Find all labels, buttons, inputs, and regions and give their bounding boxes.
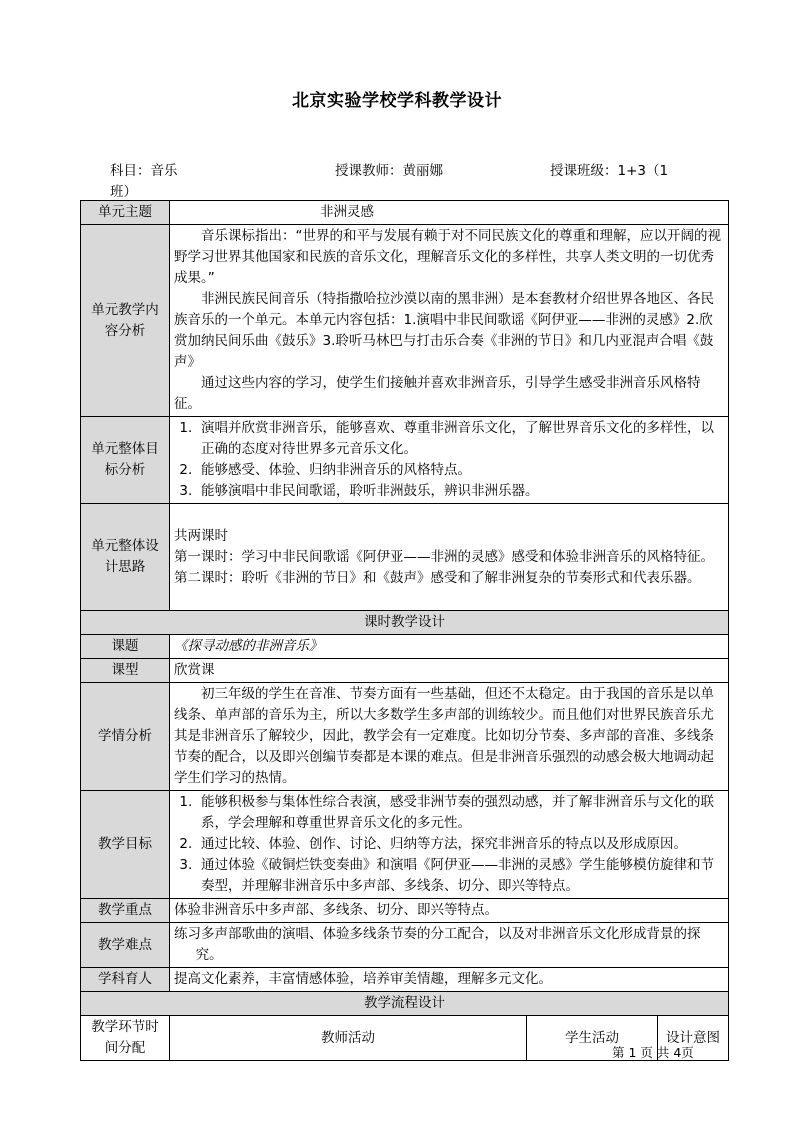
difficulty-label: 教学难点 — [81, 923, 170, 968]
content-paragraph: 非洲民族民间音乐（特指撒哈拉沙漠以南的黑非洲）是本套教材介绍世界各地区、各民族音乐的一个单元。本单元内容包括：1.演唱中非民间歌谣《阿伊亚——非洲的灵感》2.欣赏加纳民间乐曲《鼓乐》3.聆听马林巴与打击乐合奏《非洲的节日》和几内亚混声合唱《鼓声》 — [174, 291, 714, 370]
lesson-section-header: 课时教学设计 — [81, 611, 729, 635]
unit-goal-label: 单元整体目标分析 — [81, 417, 170, 504]
unit-content-cell — [170, 225, 729, 417]
objective-cell — [170, 791, 729, 899]
lesson-type-value: 欣赏课 — [170, 659, 729, 683]
design-line: 第二课时：聆听《非洲的节日》和《鼓声》感受和了解非洲复杂的节奏形式和代表乐器。 — [174, 569, 701, 586]
unit-content-label: 单元教学内容分析 — [81, 225, 170, 417]
class-field-wrap: 班） — [110, 184, 137, 200]
analysis-label: 学情分析 — [81, 683, 170, 791]
objective-item: 3. 通过体验《破铜烂铁变奏曲》和演唱《阿伊亚——非洲的灵感》学生能够模仿旋律和节奏型，并理解非洲音乐中多声部、多线条、切分、即兴等特点。 — [179, 857, 714, 894]
unit-design-label: 单元整体设计思路 — [81, 504, 170, 611]
class-field: 授课班级：1+3（1 — [550, 163, 669, 179]
unit-content-row — [81, 225, 729, 417]
col-student-header: 学生活动 — [527, 1016, 658, 1061]
analysis-cell — [170, 683, 729, 791]
col-teacher-header: 教师活动 — [170, 1016, 527, 1061]
goal-item: 2. 能够感受、体验、归纳非洲音乐的风格特点。 — [179, 462, 471, 478]
objective-list — [174, 792, 724, 897]
unit-goal-row — [81, 417, 729, 504]
subject-field: 科目：音乐 — [110, 163, 178, 179]
unit-theme-label: 单元主题 — [81, 201, 170, 225]
difficulty-value: 练习多声部歌曲的演唱、体验多线条节奏的分工配合，以及对非洲音乐文化形成背景的探究。 — [174, 926, 701, 963]
content-paragraph: 音乐课标指出：“世界的和平与发展有赖于对不同民族文化的尊重和理解，应以开阔的视野学习世界其他国家和民族的音乐文化，理解音乐文化的多样性，共享人类文明的一切优秀成果。” — [174, 228, 721, 286]
topic-value: 《探寻动感的非洲音乐》 — [170, 635, 729, 659]
difficulty-cell — [170, 923, 729, 968]
design-line: 第一课时：学习中非民间歌谣《阿伊亚——非洲的灵感》感受和体验非洲音乐的风格特征。 — [174, 548, 714, 565]
objective-label: 教学目标 — [81, 791, 170, 899]
difficulty-row — [81, 923, 729, 968]
lesson-type-label: 课型 — [81, 659, 170, 683]
unit-theme-value: 非洲灵感 — [170, 201, 729, 225]
goal-item: 1. 演唱并欣赏非洲音乐，能够喜欢、尊重非洲音乐文化，了解世界音乐文化的多样性，以正确的态度对待世界多元音乐文化。 — [179, 420, 714, 457]
objective-item: 1. 能够积极参与集体性综合表演，感受非洲节奏的强烈动感，并了解非洲音乐与文化的联系，学会理解和尊重世界音乐文化的多元性。 — [179, 794, 714, 831]
key-point-label: 教学重点 — [81, 899, 170, 923]
design-line: 共两课时 — [174, 527, 228, 544]
teacher-field: 授课教师：黄丽娜 — [335, 163, 443, 179]
key-point-row — [81, 899, 729, 923]
education-label: 学科育人 — [81, 968, 170, 992]
unit-theme-row — [81, 201, 729, 225]
col-stage-header: 教学环节时间分配 — [81, 1016, 170, 1061]
page-title: 北京实验学校学科教学设计 — [292, 91, 502, 111]
unit-design-row — [81, 504, 729, 611]
col-intent-header: 设计意图 — [658, 1016, 729, 1061]
education-row — [81, 968, 729, 992]
lesson-type-row — [81, 659, 729, 683]
flow-section-header: 教学流程设计 — [81, 992, 729, 1016]
goal-list — [174, 418, 724, 502]
objective-item: 2. 通过比较、体验、创作、讨论、归纳等方法，探究非洲音乐的特点以及形成原因。 — [179, 836, 687, 852]
content-paragraph: 通过这些内容的学习，使学生们接触并喜欢非洲音乐，引导学生感受非洲音乐风格特征。 — [174, 375, 701, 412]
key-point-value: 体验非洲音乐中多声部、多线条、切分、即兴等特点。 — [170, 899, 729, 923]
lesson-section-row — [81, 611, 729, 635]
unit-design-cell — [170, 504, 729, 611]
objective-row — [81, 791, 729, 899]
goal-item: 3. 能够演唱中非民间歌谣，聆听非洲鼓乐，辨识非洲乐器。 — [179, 483, 539, 499]
topic-label: 课题 — [81, 635, 170, 659]
flow-section-row — [81, 992, 729, 1016]
education-value: 提高文化素养，丰富情感体验，培养审美情趣，理解多元文化。 — [170, 968, 729, 992]
unit-goal-cell — [170, 417, 729, 504]
analysis-row — [81, 683, 729, 791]
lesson-plan-table — [80, 200, 729, 1061]
analysis-text: 初三年级的学生在音准、节奏方面有一些基础，但还不太稳定。由于我国的音乐是以单线条、单声部的音乐为主，所以大多数学生多声部的训练较少。而且他们对世界民族音乐尤其是非洲音乐了解较少，因此，教学会有一定难度。比如切分节奏、多声部的音准、多线条节奏的配合，以及即兴创编节奏都是本课的难点。但是非洲音乐强烈的动感会极大地调动起学生们学习的热情。 — [174, 686, 714, 786]
page-footer: 第 1 页 共 4页 — [612, 1045, 694, 1060]
topic-row — [81, 635, 729, 659]
